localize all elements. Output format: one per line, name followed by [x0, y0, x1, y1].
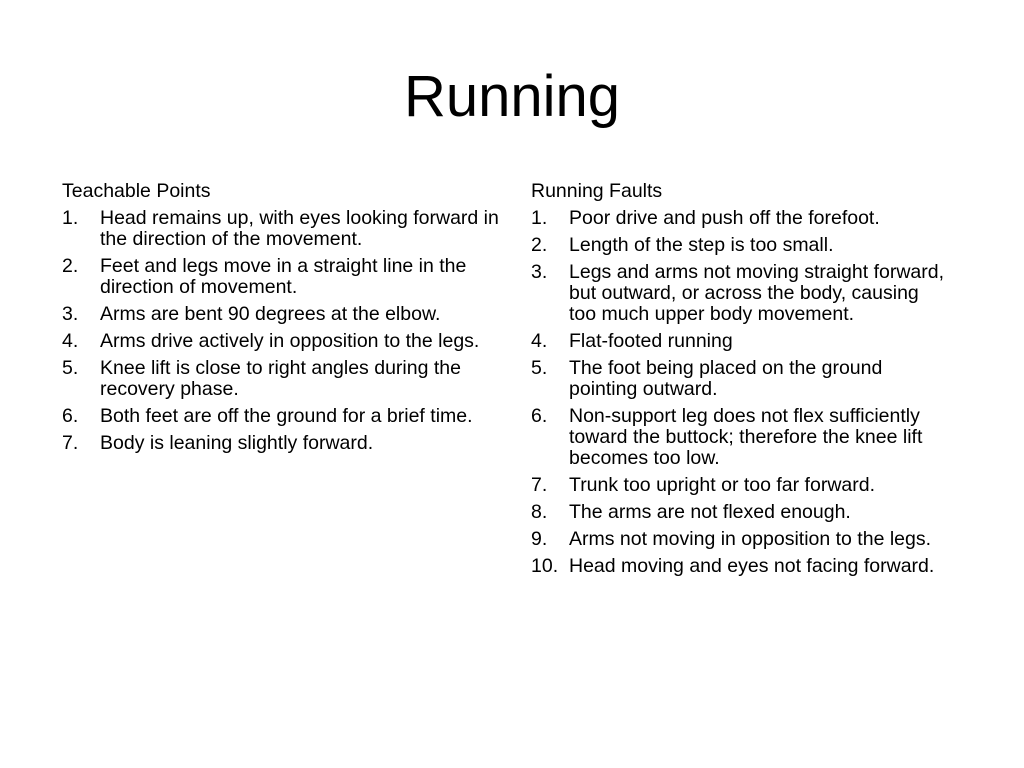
list-item-number: 10. — [531, 555, 559, 577]
list-item-text: Feet and legs move in a straight line in the direction of movement. — [100, 255, 467, 298]
teachable-points-heading: Teachable Points — [62, 180, 211, 202]
list-item-text: The arms are not flexed enough. — [569, 501, 851, 523]
list-item-number: 7. — [62, 432, 79, 454]
running-faults-list — [531, 208, 951, 577]
teachable-points-list — [62, 208, 502, 454]
list-item — [62, 358, 502, 400]
list-item — [531, 358, 951, 400]
list-item-number: 3. — [62, 303, 79, 325]
list-item — [531, 406, 951, 469]
list-item-number: 3. — [531, 261, 548, 283]
list-item — [531, 331, 951, 352]
list-item-text: Both feet are off the ground for a brief time. — [100, 405, 473, 427]
list-item-text: Arms are bent 90 degrees at the elbow. — [100, 303, 441, 325]
list-item-text: Length of the step is too small. — [569, 234, 834, 256]
list-item-number: 8. — [531, 501, 548, 523]
list-item-text: Head remains up, with eyes looking forward in the direction of the movement. — [100, 207, 499, 250]
list-item — [62, 331, 502, 352]
list-item-number: 5. — [531, 357, 548, 379]
list-item-text: Head moving and eyes not facing forward. — [569, 555, 935, 577]
list-item-text: The foot being placed on the ground pointing outward. — [569, 357, 883, 400]
list-item — [62, 304, 502, 325]
list-item-text: Body is leaning slightly forward. — [100, 432, 374, 454]
list-item-number: 1. — [62, 207, 79, 229]
list-item-text: Arms drive actively in opposition to the legs. — [100, 330, 480, 352]
list-item-number: 1. — [531, 207, 548, 229]
list-item-number: 2. — [531, 234, 548, 256]
list-item-text: Legs and arms not moving straight forward, but outward, or across the body, causing too much upper body movement. — [569, 261, 945, 325]
list-item-number: 7. — [531, 474, 548, 496]
list-item-text: Trunk too upright or too far forward. — [569, 474, 876, 496]
list-item — [531, 529, 951, 550]
list-item-number: 6. — [531, 405, 548, 427]
list-item-text: Non-support leg does not flex sufficiently toward the buttock; therefore the knee lift becomes too low. — [569, 405, 923, 469]
list-item — [531, 502, 951, 523]
teachable-points-column — [62, 181, 502, 460]
list-item — [531, 262, 951, 325]
list-item-text: Poor drive and push off the forefoot. — [569, 207, 880, 229]
list-item-number: 6. — [62, 405, 79, 427]
running-faults-column — [531, 181, 951, 583]
list-item — [62, 256, 502, 298]
list-item — [531, 475, 951, 496]
running-faults-heading: Running Faults — [531, 180, 663, 202]
list-item-text: Arms not moving in opposition to the legs. — [569, 528, 932, 550]
list-item — [531, 235, 951, 256]
list-item-number: 9. — [531, 528, 548, 550]
list-item-text: Knee lift is close to right angles during the recovery phase. — [100, 357, 461, 400]
list-item — [531, 208, 951, 229]
list-item — [62, 406, 502, 427]
list-item-number: 4. — [62, 330, 79, 352]
list-item — [531, 556, 951, 577]
list-item-number: 4. — [531, 330, 548, 352]
list-item-number: 5. — [62, 357, 79, 379]
slide-title: Running — [403, 64, 621, 129]
list-item-text: Flat-footed running — [569, 330, 733, 352]
list-item — [62, 208, 502, 250]
list-item — [62, 433, 502, 454]
list-item-number: 2. — [62, 255, 79, 277]
